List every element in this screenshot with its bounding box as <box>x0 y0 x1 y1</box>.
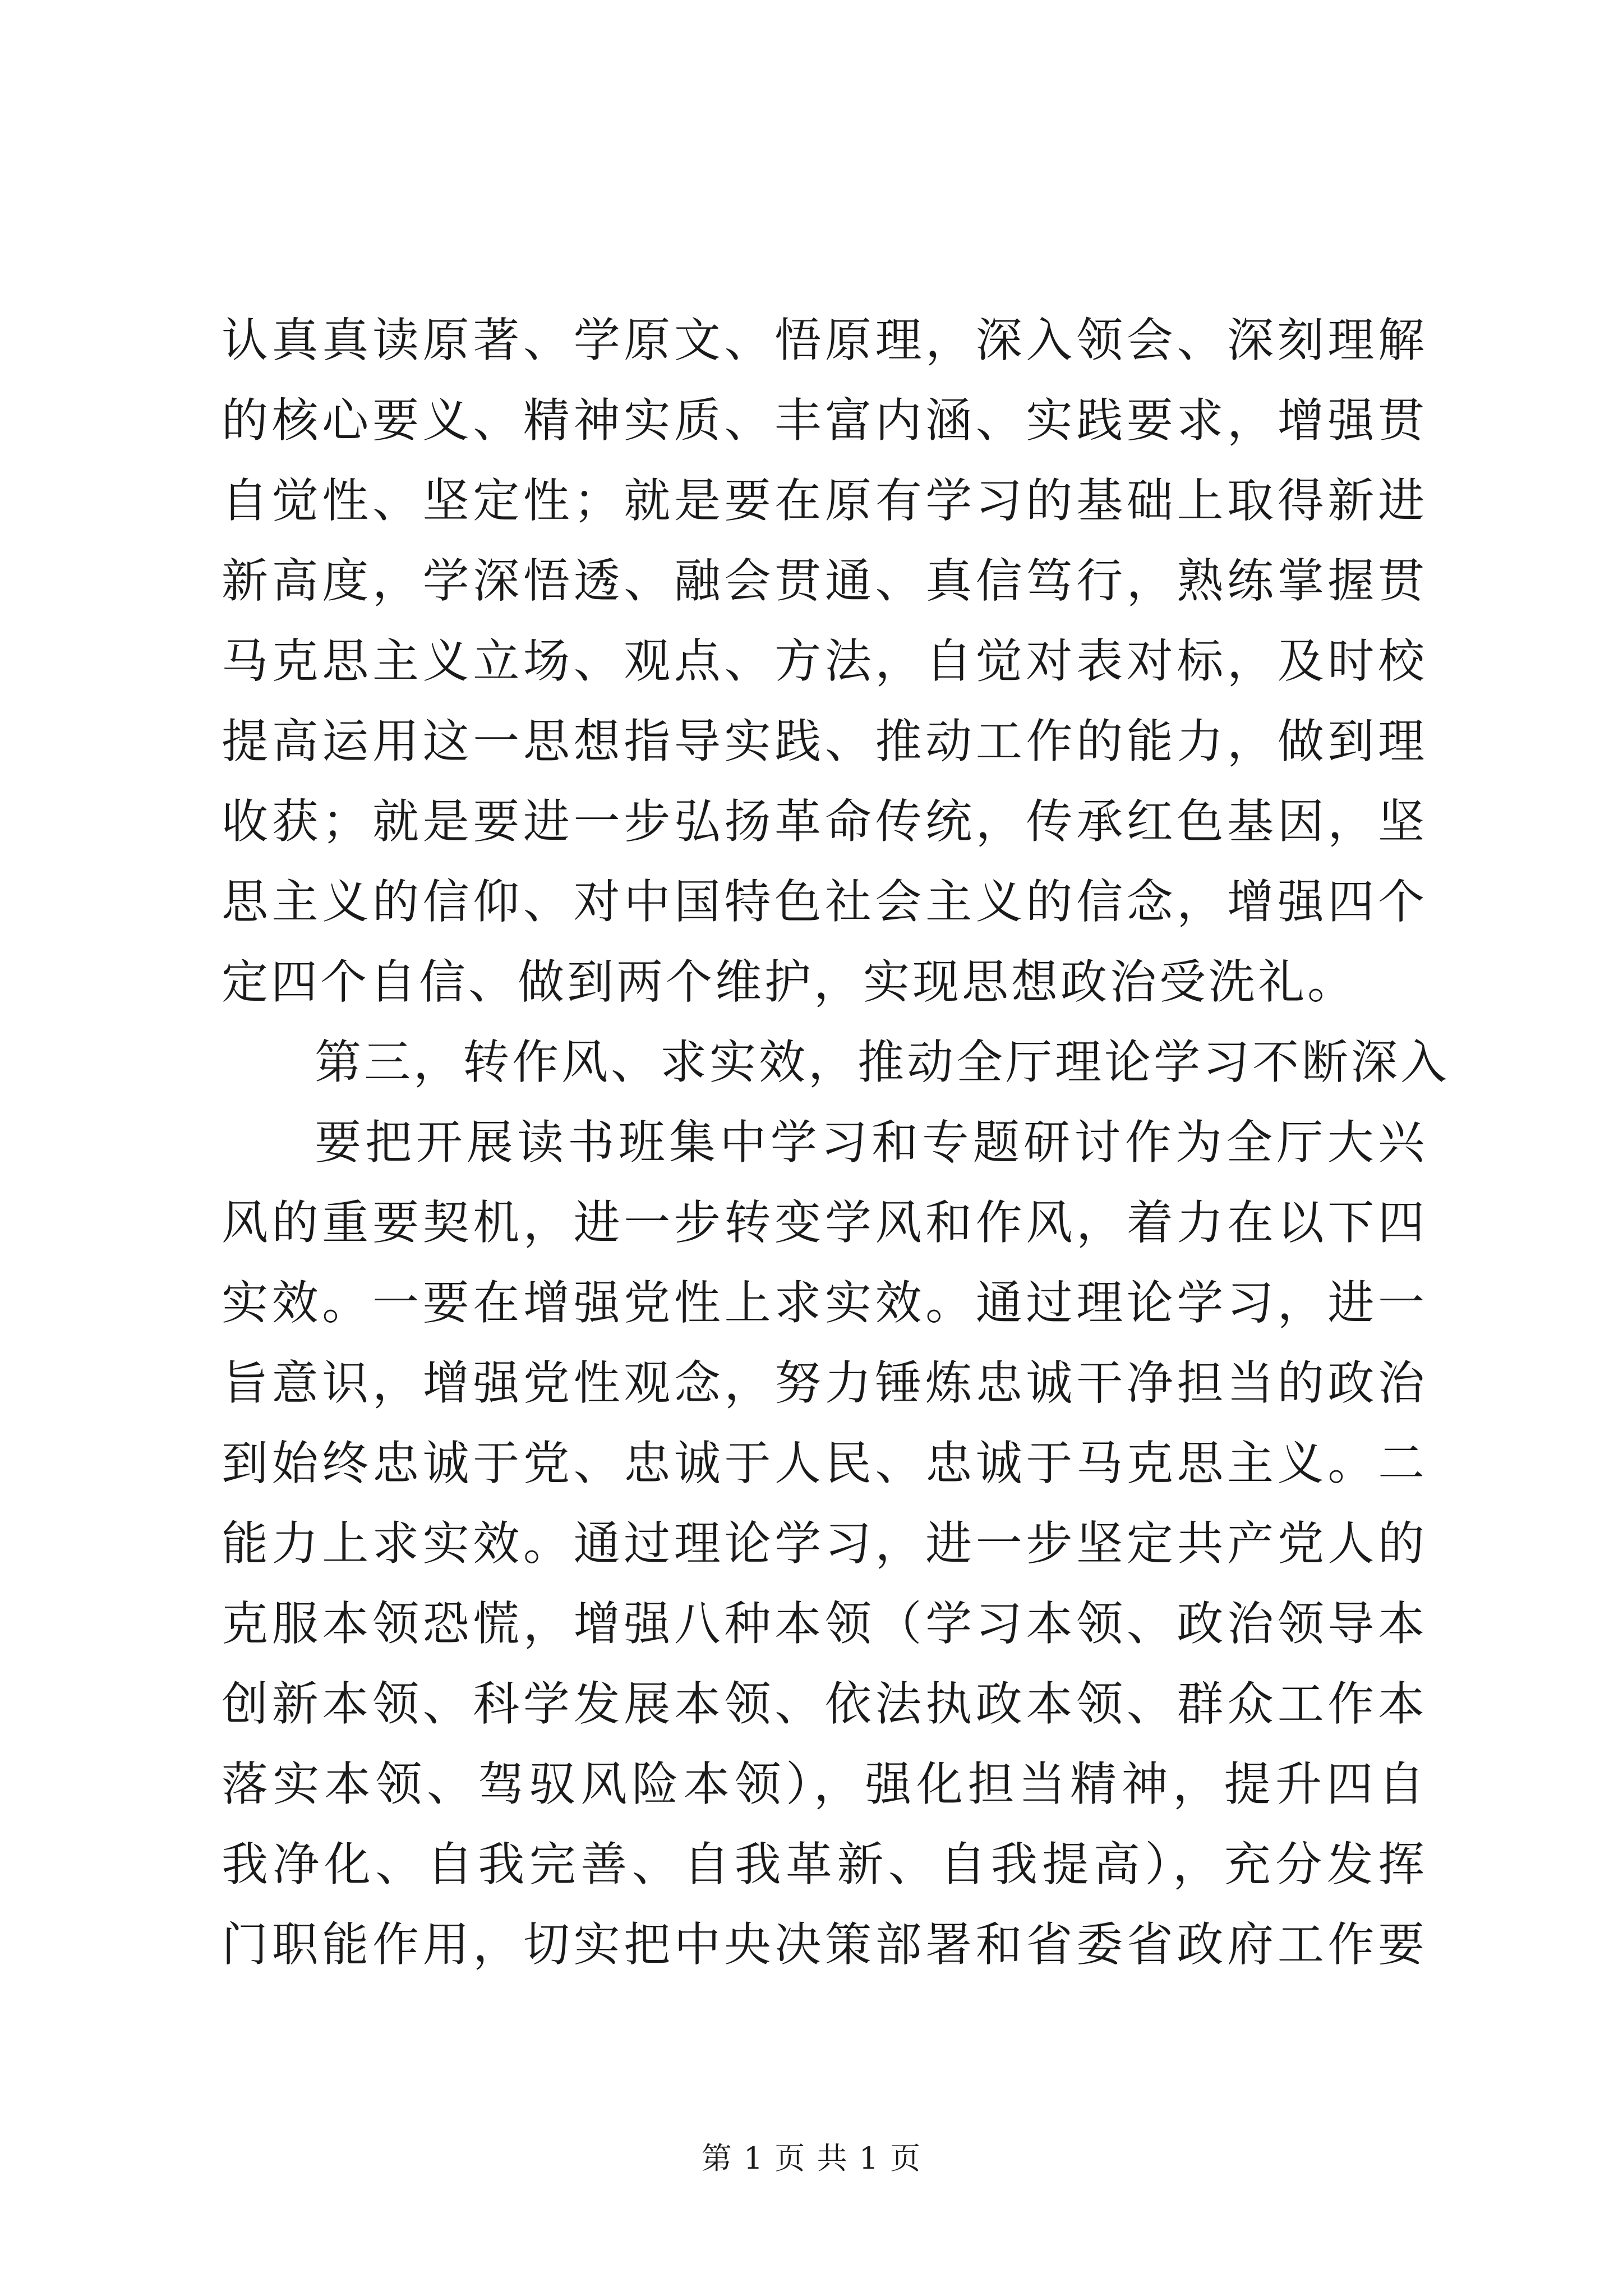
text-line: 马克思主义立场、观点、方法，自觉对表对标，及时校 <box>222 634 1427 688</box>
text-line: 的核心要义、精神实质、丰富内涵、实践要求，增强贯 <box>222 393 1427 448</box>
text-line: 要把开展读书班集中学习和专题研讨作为全厅大兴 <box>315 1115 1427 1170</box>
text-line: 定四个自信、做到两个维护，实现思想政治受洗礼。 <box>222 955 1357 1009</box>
text-line: 思主义的信仰、对中国特色社会主义的信念，增强四个 <box>222 875 1427 929</box>
text-line: 实效。一要在增强党性上求实效。通过理论学习，进一 <box>222 1276 1427 1330</box>
text-line: 认真真读原著、学原文、悟原理，深入领会、深刻理解 <box>222 313 1427 367</box>
text-line: 收获；就是要进一步弘扬革命传统，传承红色基因，坚 <box>222 794 1427 849</box>
text-line: 风的重要契机，进一步转变学风和作风，着力在以下四 <box>222 1195 1427 1250</box>
text-line: 到始终忠诚于党、忠诚于人民、忠诚于马克思主义。二 <box>222 1436 1427 1490</box>
text-line: 新高度，学深悟透、融会贯通、真信笃行，熟练掌握贯 <box>222 554 1427 608</box>
text-line: 第三，转作风、求实效，推动全厅理论学习不断深入 <box>315 1035 1450 1089</box>
text-line: 落实本领、驾驭风险本领），强化担当精神，提升四自 <box>222 1757 1427 1811</box>
text-line: 门职能作用，切实把中央决策部署和省委省政府工作要 <box>222 1917 1427 1972</box>
text-line: 能力上求实效。通过理论学习，进一步坚定共产党人的 <box>222 1516 1427 1571</box>
text-line: 克服本领恐慌，增强八种本领（学习本领、政治领导本 <box>222 1596 1427 1651</box>
text-line: 旨意识，增强党性观念，努力锤炼忠诚干净担当的政治 <box>222 1356 1427 1410</box>
page-footer: 第 1 页 共 1 页 <box>701 2141 922 2176</box>
text-line: 提高运用这一思想指导实践、推动工作的能力，做到理 <box>222 714 1427 769</box>
text-line: 创新本领、科学发展本领、依法执政本领、群众工作本 <box>222 1677 1427 1731</box>
text-line: 我净化、自我完善、自我革新、自我提高），充分发挥 <box>222 1837 1427 1892</box>
text-line: 自觉性、坚定性；就是要在原有学习的基础上取得新进 <box>222 473 1427 528</box>
body-text <box>222 300 1450 1985</box>
